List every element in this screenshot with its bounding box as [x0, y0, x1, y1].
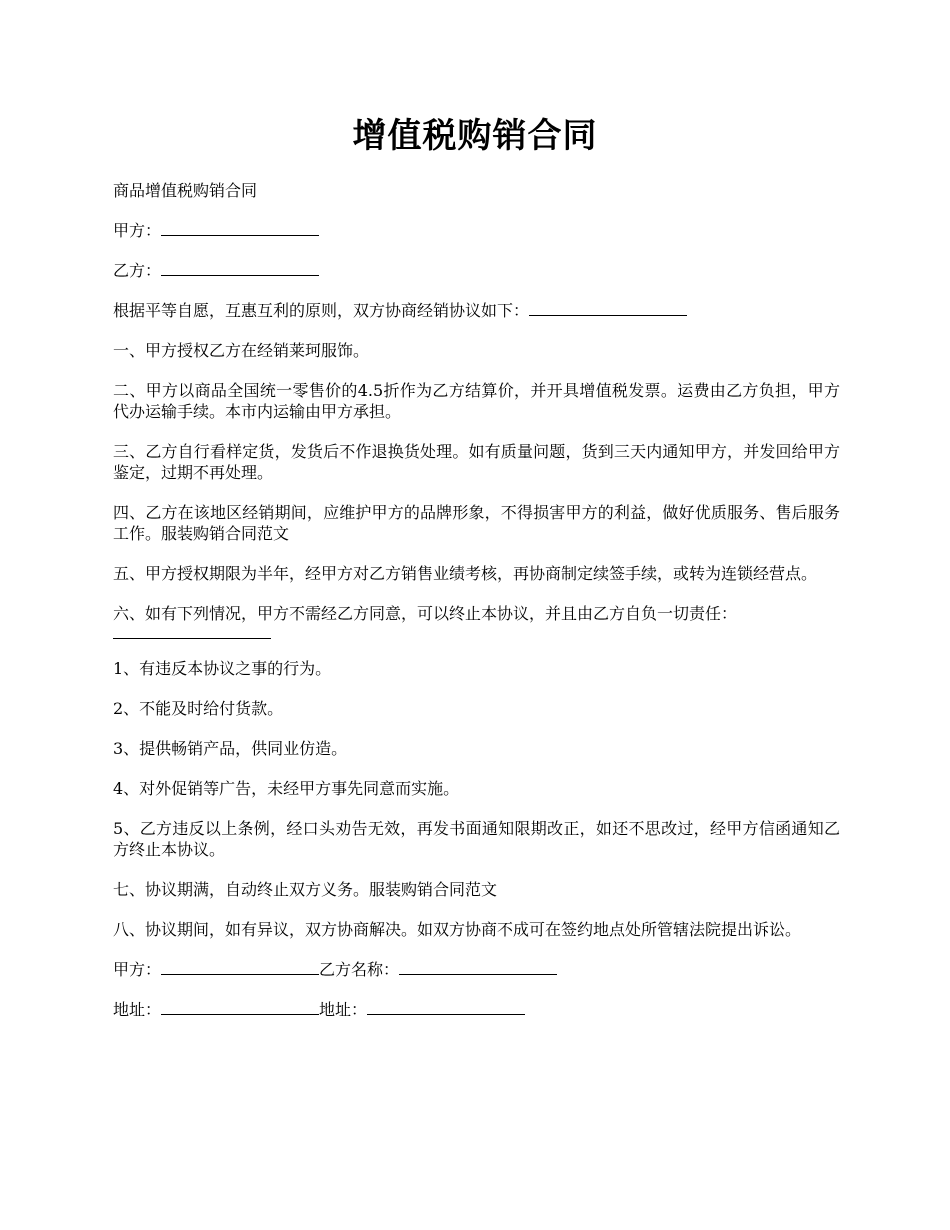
intro-text: 根据平等自愿，互惠互利的原则，双方协商经销协议如下： [113, 301, 530, 320]
address-b-label: 地址： [319, 1000, 368, 1019]
address-b-blank [367, 1000, 525, 1015]
signature-line [113, 959, 840, 980]
clause-7: 七、协议期满，自动终止双方义务。服装购销合同范文 [113, 880, 498, 899]
list-item-1: 1、有违反本协议之事的行为。 [113, 659, 332, 678]
clause-8: 八、协议期间，如有异议，双方协商解决。如双方协商不成可在签约地点处所管辖法院提出诉讼。 [113, 920, 802, 939]
party-a-blank [161, 221, 319, 236]
list-item-2: 2、不能及时给付货款。 [113, 699, 284, 718]
intro-line [113, 300, 840, 321]
sign-party-a-label: 甲方： [113, 960, 162, 979]
party-a-label: 甲方： [113, 221, 162, 240]
clause-6 [113, 603, 840, 639]
party-b-label: 乙方： [113, 261, 162, 280]
clause-6-text: 六、如有下列情况，甲方不需经乙方同意，可以终止本协议，并且由乙方自负一切责任： [113, 604, 738, 623]
list-item-3: 3、提供畅销产品，供同业仿造。 [113, 739, 348, 758]
intro-blank [529, 301, 687, 316]
sign-party-b-label: 乙方名称： [319, 960, 400, 979]
address-a-label: 地址： [113, 1000, 162, 1019]
document-body [113, 180, 840, 1039]
clause-1: 一、甲方授权乙方在经销莱珂服饰。 [113, 341, 370, 360]
clause-4: 四、乙方在该地区经销期间，应维护甲方的品牌形象，不得损害甲方的利益，做好优质服务、售后服务工作。服装购销合同范文 [113, 503, 840, 543]
document-title: 增值税购销合同 [352, 116, 598, 156]
clause-3: 三、乙方自行看样定货，发货后不作退换货处理。如有质量问题，货到三天内通知甲方，并发回给甲方鉴定，过期不再处理。 [113, 442, 840, 482]
address-a-blank [161, 1000, 319, 1015]
clause-2: 二、甲方以商品全国统一零售价的4.5折作为乙方结算价，并开具增值税发票。运费由乙方负担，甲方代办运输手续。本市内运输由甲方承担。 [113, 381, 840, 421]
clause-6-blank [113, 624, 271, 639]
party-a-line [113, 220, 840, 241]
list-item-4: 4、对外促销等广告，未经甲方事先同意而实施。 [113, 779, 460, 798]
sign-party-b-blank [399, 960, 557, 975]
subtitle: 商品增值税购销合同 [113, 181, 258, 200]
sign-party-a-blank [161, 960, 319, 975]
list-item-5: 5、乙方违反以上条例，经口头劝告无效，再发书面通知限期改正，如还不思改过，经甲方信函通知乙方终止本协议。 [113, 819, 840, 859]
clause-5: 五、甲方授权期限为半年，经甲方对乙方销售业绩考核，再协商制定续签手续，或转为连锁经营点。 [113, 564, 818, 583]
party-b-blank [161, 261, 319, 276]
party-b-line [113, 260, 840, 281]
address-line [113, 999, 840, 1020]
